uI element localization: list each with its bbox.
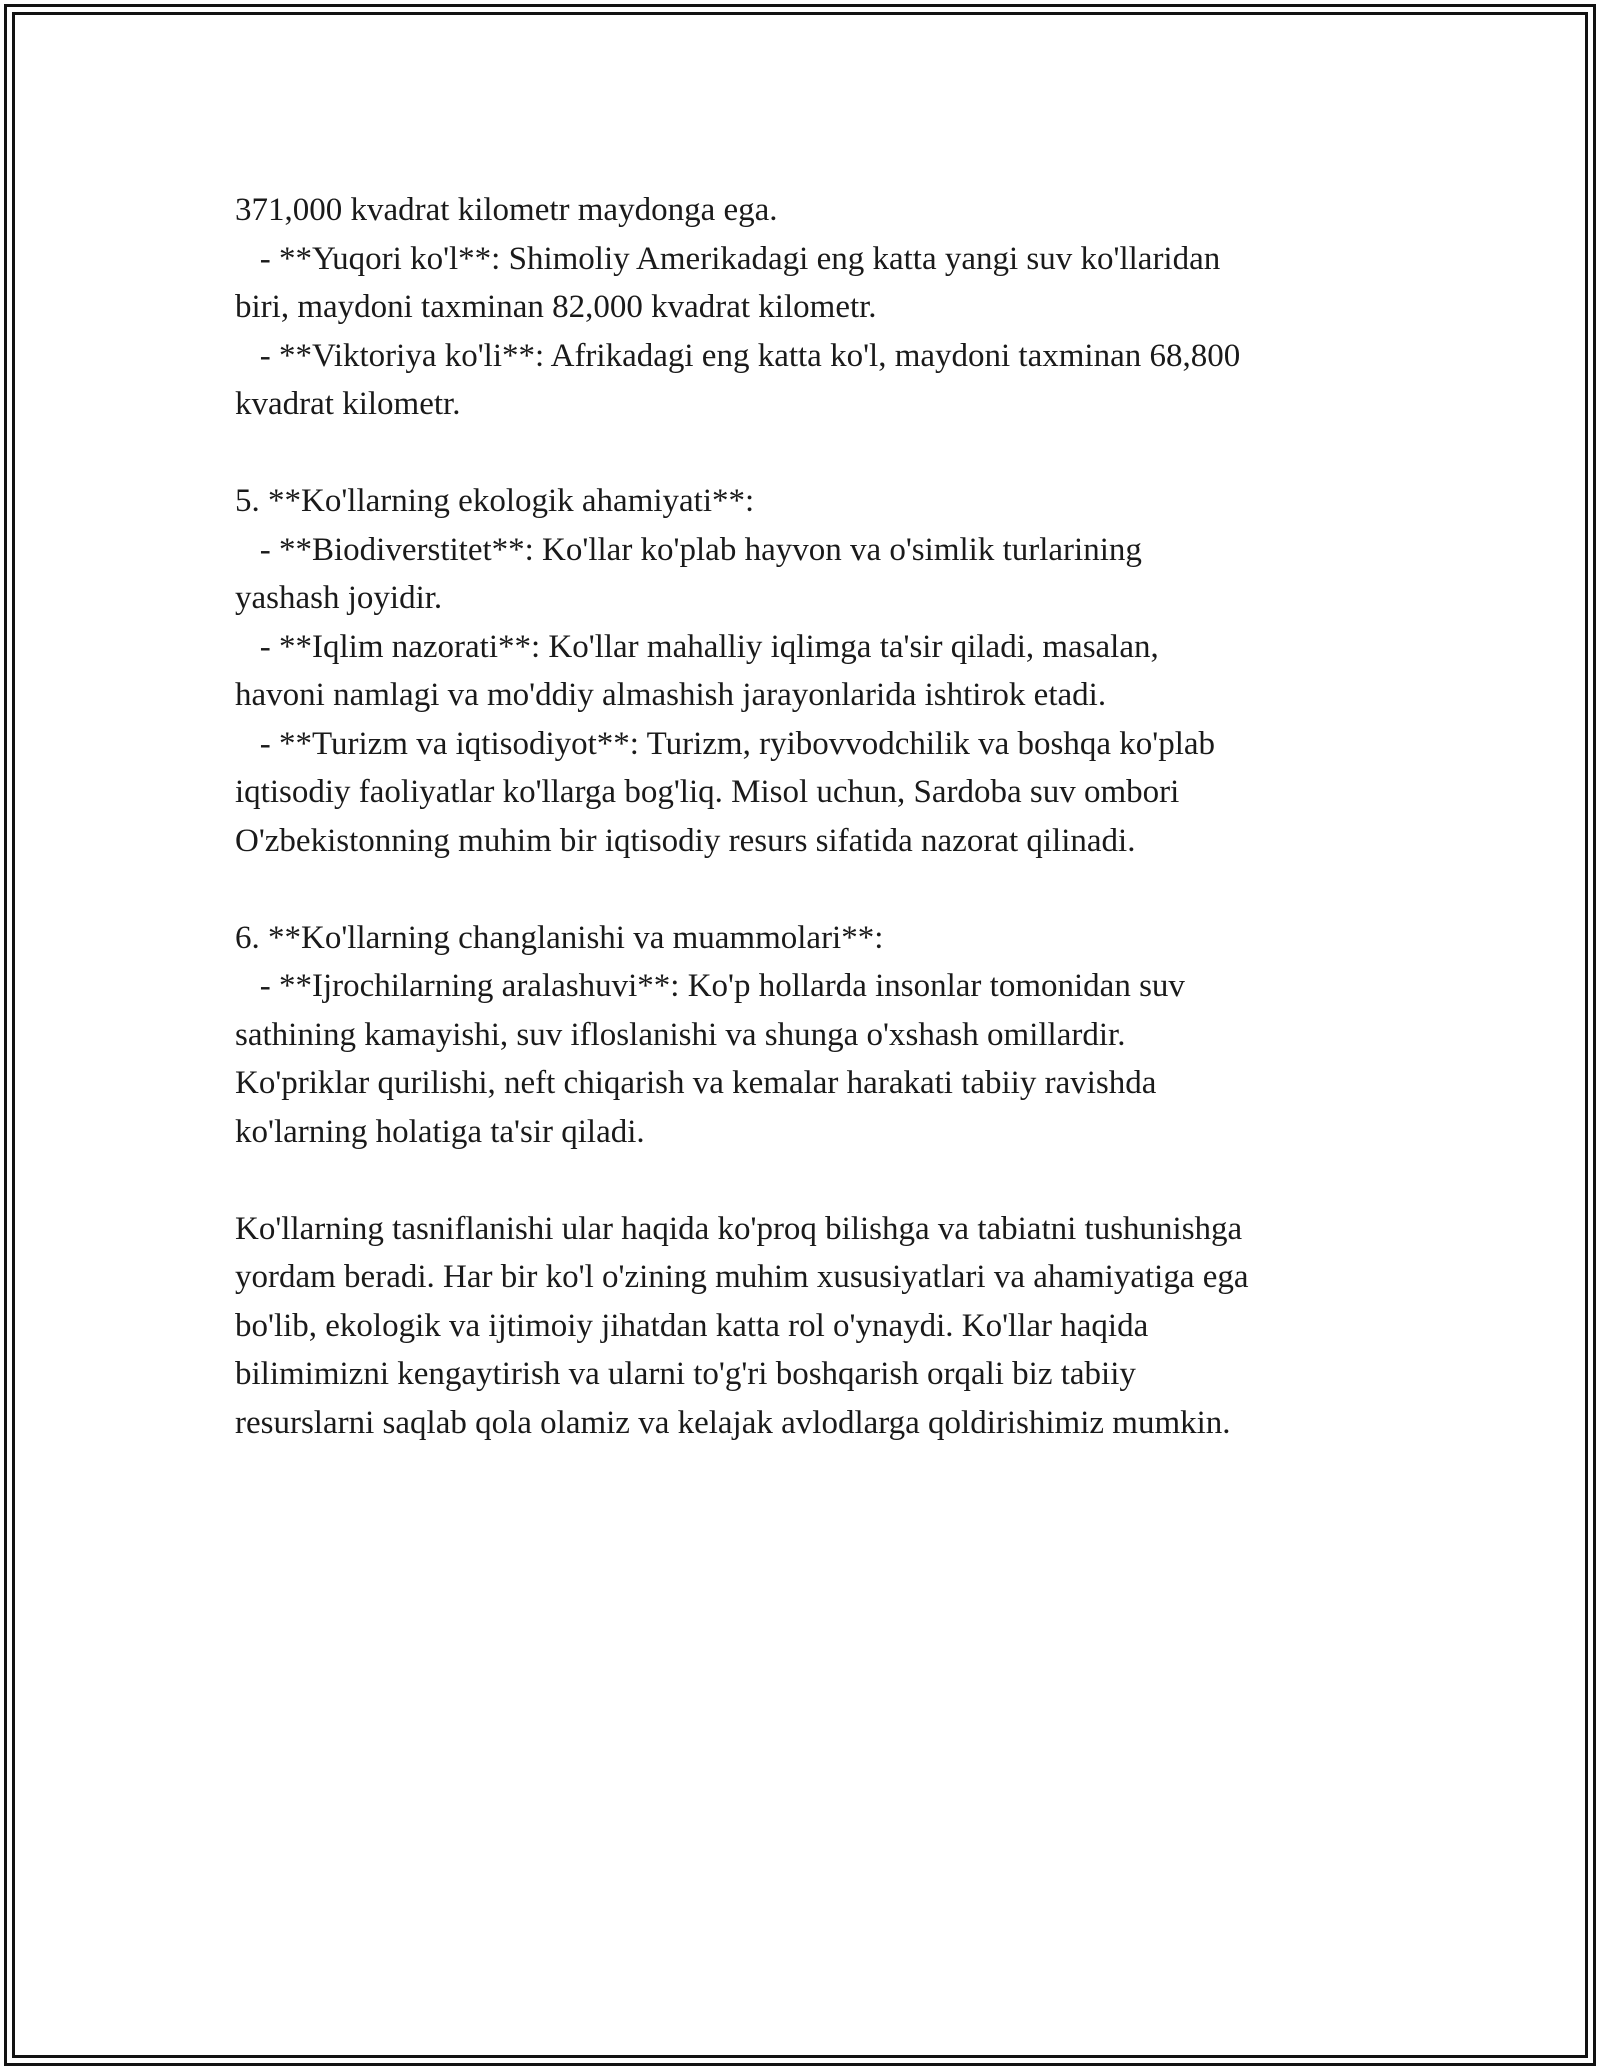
text-line: - **Ijrochilarning aralashuvi**: Ko'p hollarda insonlar tomonidan suv [235,968,1185,1004]
text-line: sathining kamayishi, suv ifloslanishi va shunga o'xshash omillardir. [235,1016,1126,1053]
text-line: Ko'priklar qurilishi, neft chiqarish va kemalar harakati tabiiy ravishda [235,1065,1157,1101]
conclusion-line: yordam beradi. Har bir ko'l o'zining muhim xususiyatlari va ahamiyatiga ega [235,1259,1249,1295]
text-line: yashash joyidir. [235,580,443,616]
text-line: - **Biodiverstitet**: Ko'llar ko'plab hayvon va o'simlik turlarining [235,531,1142,568]
section-heading: 5. **Ko'llarning ekologik ahamiyati**: [235,483,755,519]
text-line: havoni namlagi va mo'ddiy almashish jarayonlarida ishtirok etadi. [235,677,1107,713]
text-line: - **Turizm va iqtisodiyot**: Turizm, ryibovvodchilik va boshqa ko'plab [235,725,1216,762]
document-body [235,186,1435,1447]
paragraph-gap [235,865,1435,914]
text-line: 371,000 kvadrat kilometr maydonga ega. [235,192,778,228]
paragraph-gap [235,429,1435,478]
text-line: O'zbekistonning muhim bir iqtisodiy resurs sifatida nazorat qilinadi. [235,822,1136,859]
text-line: - **Iqlim nazorati**: Ko'llar mahalliy iqlimga ta'sir qiladi, masalan, [235,628,1159,665]
text-line: biri, maydoni taxminan 82,000 kvadrat kilometr. [235,289,877,325]
paragraph-gap [235,1156,1435,1205]
conclusion-line: Ko'llarning tasniflanishi ular haqida ko'proq bilishga va tabiatni tushunishga [235,1210,1243,1247]
text-line: - **Viktoriya ko'li**: Afrikadagi eng katta ko'l, maydoni taxminan 68,800 [235,337,1241,374]
text-line: iqtisodiy faoliyatlar ko'llarga bog'liq. Misol uchun, Sardoba suv ombori [235,774,1180,810]
text-line: kvadrat kilometr. [235,386,461,422]
section-heading: 6. **Ko'llarning changlanishi va muammolari**: [235,919,884,956]
conclusion-line: resurslarni saqlab qola olamiz va kelajak avlodlarga qoldirishimiz mumkin. [235,1404,1231,1441]
conclusion-line: bo'lib, ekologik va ijtimoiy jihatdan katta rol o'ynaydi. Ko'llar haqida [235,1307,1149,1344]
text-line: - **Yuqori ko'l**: Shimoliy Amerikadagi eng katta yangi suv ko'llaridan [235,240,1221,277]
text-line: ko'larning holatiga ta'sir qiladi. [235,1113,645,1150]
conclusion-line: bilimimizni kengaytirish va ularni to'g'ri boshqarish orqali biz tabiiy [235,1356,1136,1392]
